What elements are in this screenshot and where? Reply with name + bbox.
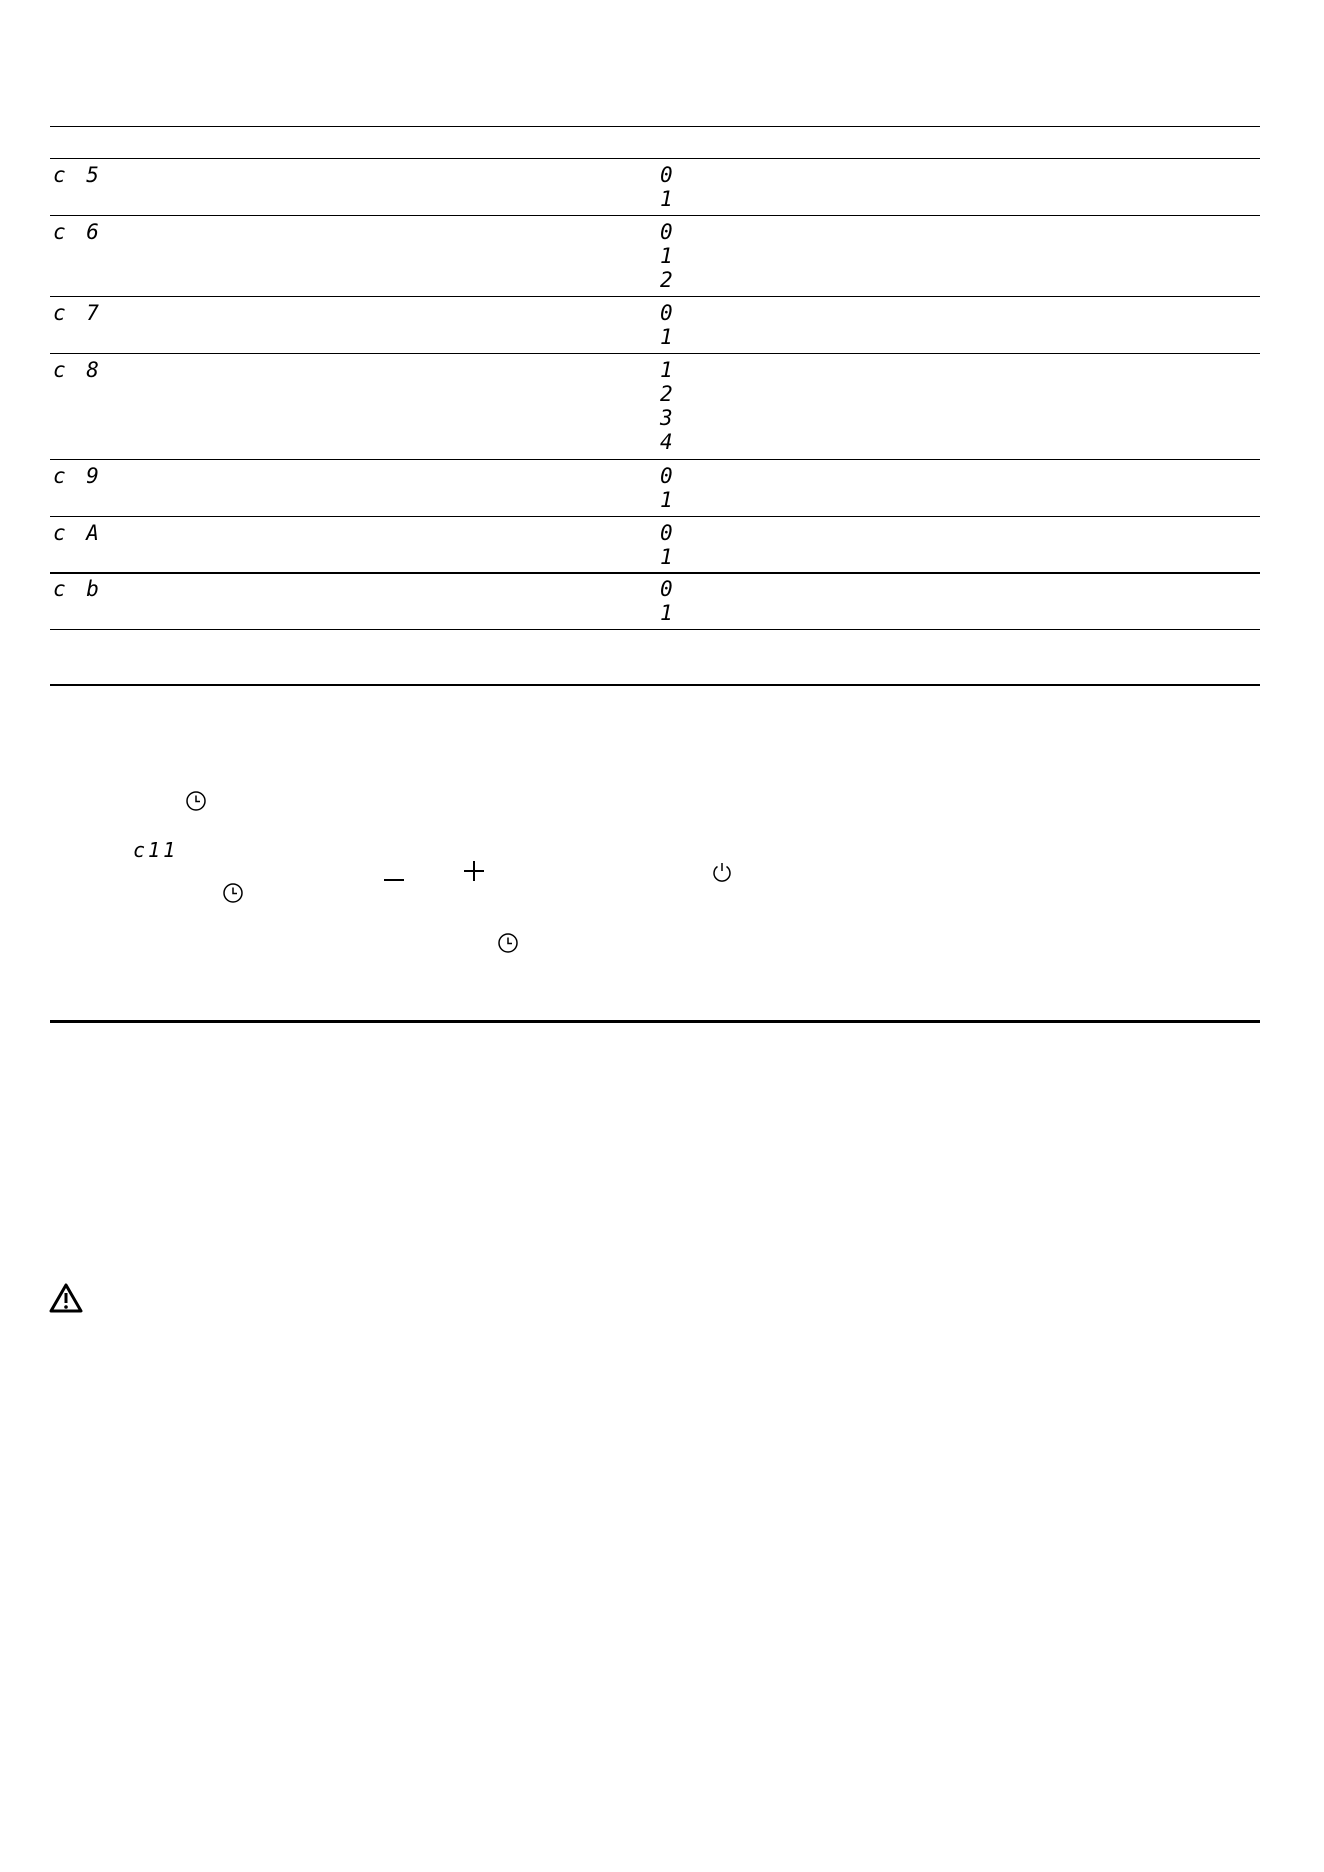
setting-value: 0 (660, 464, 673, 488)
setting-code: c 8 (53, 358, 103, 382)
minus-icon (382, 868, 406, 892)
setting-value: 1 (660, 244, 673, 268)
setting-value: 1 (660, 325, 673, 349)
clock-icon (185, 790, 207, 812)
setting-value: 0 (660, 577, 673, 601)
clock-icon (497, 932, 519, 954)
row-divider (50, 459, 1260, 460)
setting-value: 4 (660, 430, 673, 454)
setting-value: 2 (660, 382, 673, 406)
table-header-rule (50, 158, 1260, 159)
setting-value: 1 (660, 358, 673, 382)
power-icon (711, 861, 733, 883)
setting-code: c 6 (53, 220, 103, 244)
setting-value: 0 (660, 163, 673, 187)
setting-code: c 7 (53, 301, 103, 325)
setting-value: 1 (660, 545, 673, 569)
setting-value: 3 (660, 406, 673, 430)
setting-values (660, 220, 673, 292)
setting-values (660, 163, 673, 211)
row-divider (50, 572, 1260, 574)
setting-values (660, 577, 673, 625)
section-divider (50, 1020, 1260, 1023)
setting-value: 0 (660, 521, 673, 545)
setting-value: 0 (660, 220, 673, 244)
setting-code: c 9 (53, 464, 103, 488)
warning-triangle-icon (48, 1282, 84, 1314)
clock-icon (222, 882, 244, 904)
setting-value: 0 (660, 301, 673, 325)
table-bottom-rule (50, 684, 1260, 686)
reset-code: c11 (133, 838, 179, 862)
setting-code: c 5 (53, 163, 103, 187)
plus-icon (462, 859, 486, 883)
setting-value: 2 (660, 268, 673, 292)
setting-values (660, 464, 673, 512)
row-divider (50, 629, 1260, 630)
row-divider (50, 353, 1260, 354)
setting-value: 1 (660, 601, 673, 625)
setting-values (660, 521, 673, 569)
setting-values (660, 301, 673, 349)
setting-code: c A (53, 521, 103, 545)
row-divider (50, 215, 1260, 216)
table-top-rule (50, 126, 1260, 127)
setting-code: c b (53, 577, 103, 601)
row-divider (50, 516, 1260, 517)
row-divider (50, 296, 1260, 297)
setting-value: 1 (660, 187, 673, 211)
setting-values (660, 358, 673, 454)
setting-value: 1 (660, 488, 673, 512)
